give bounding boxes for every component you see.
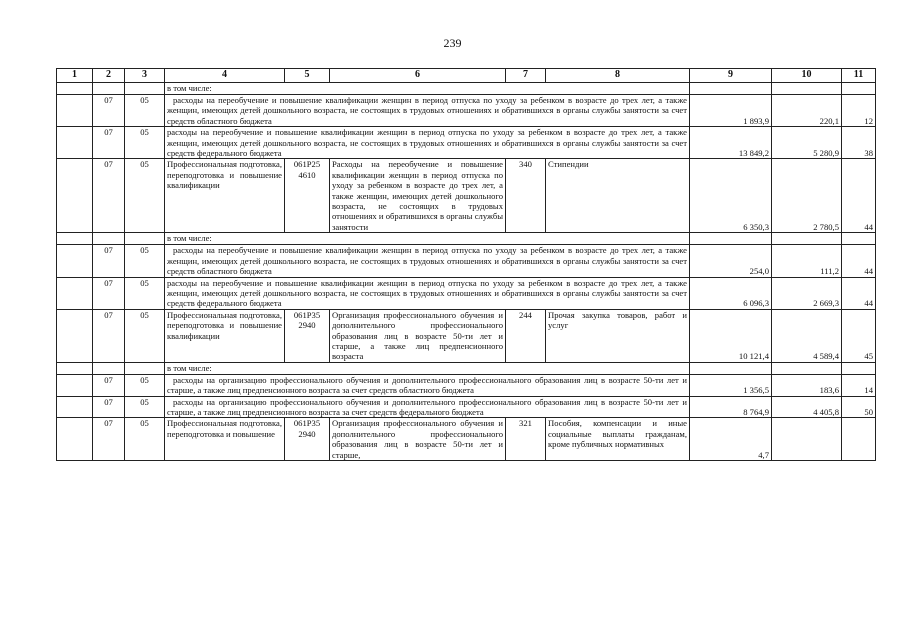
code-cell: 061Р25 4610	[285, 159, 330, 233]
section-cell: 07	[93, 309, 125, 362]
kvr-cell: 321	[506, 418, 546, 461]
table-row	[57, 309, 876, 362]
section-cell: 07	[93, 374, 125, 396]
header-cell: 6	[330, 69, 506, 83]
value-col9: 254,0	[690, 245, 772, 277]
value-col10: 220,1	[772, 95, 842, 127]
subsection-cell: 05	[125, 159, 165, 233]
program-cell: Профессиональная подготовка, переподготовка и повышение квалификации	[165, 159, 285, 233]
value-col10: 111,2	[772, 245, 842, 277]
row-text: расходы на переобучение и повышение квалификации женщин в период отпуска по уходу за ребенком в возрасте до трех лет, а также женщин, имеющих детей дошкольного возраста, не состоящих в трудовых отношениях и обратившихся в органы службы занятости за счет средств федерального бюджета	[165, 277, 690, 309]
header-cell: 7	[506, 69, 546, 83]
purpose-cell: Организация профессионального обучения и дополнительного профессионального образования лиц в возрасте 50-ти лет и старше, а также лиц предпенсионного возраста	[330, 309, 506, 362]
header-row	[57, 69, 876, 83]
value-col9: 1 356,5	[690, 374, 772, 396]
value-col10: 5 280,9	[772, 127, 842, 159]
section-cell: 07	[93, 127, 125, 159]
value-col11	[842, 418, 876, 461]
table-row	[57, 277, 876, 309]
kvr-name-cell: Пособия, компенсации и иные социальные выплаты гражданам, кроме публичных нормативных	[546, 418, 690, 461]
value-col10	[772, 418, 842, 461]
header-cell: 10	[772, 69, 842, 83]
row-text: расходы на переобучение и повышение квалификации женщин в период отпуска по уходу за ребенком в возрасте до трех лет, а также женщин, имеющих детей дошкольного возраста, не состоящих в трудовых отношениях и обратившихся в органы службы занятости за счет средств областного бюджета	[165, 95, 690, 127]
subsection-cell: 05	[125, 95, 165, 127]
in-total-label: в том числе:	[165, 83, 690, 95]
section-cell: 07	[93, 95, 125, 127]
kvr-cell: 340	[506, 159, 546, 233]
subsection-cell: 05	[125, 418, 165, 461]
value-col11: 38	[842, 127, 876, 159]
value-col10: 183,6	[772, 374, 842, 396]
value-col10: 4 405,8	[772, 396, 842, 418]
header-cell: 11	[842, 69, 876, 83]
table-row	[57, 396, 876, 418]
row-text: расходы на переобучение и повышение квалификации женщин в период отпуска по уходу за ребенком в возрасте до трех лет, а также женщин, имеющих детей дошкольного возраста, не состоящих в трудовых отношениях и обратившихся в органы службы занятости за счет средств федерального бюджета	[165, 127, 690, 159]
table-row	[57, 233, 876, 245]
value-col9: 13 849,2	[690, 127, 772, 159]
value-col9: 6 096,3	[690, 277, 772, 309]
subsection-cell: 05	[125, 309, 165, 362]
program-cell: Профессиональная подготовка, переподготовка и повышение квалификации	[165, 309, 285, 362]
row-text: расходы на организацию профессионального обучения и дополнительного профессионального образования лиц в возрасте 50-ти лет и старше, а также лиц предпенсионного возраста за счет средств федерального бюджета	[165, 396, 690, 418]
table-row	[57, 95, 876, 127]
table-row	[57, 83, 876, 95]
section-cell: 07	[93, 245, 125, 277]
kvr-name-cell: Стипендии	[546, 159, 690, 233]
value-col9: 8 764,9	[690, 396, 772, 418]
header-cell: 1	[57, 69, 93, 83]
subsection-cell: 05	[125, 277, 165, 309]
header-cell: 3	[125, 69, 165, 83]
code-cell: 061Р35 2940	[285, 309, 330, 362]
header-cell: 4	[165, 69, 285, 83]
header-cell: 5	[285, 69, 330, 83]
section-cell: 07	[93, 396, 125, 418]
header-cell: 2	[93, 69, 125, 83]
value-col11: 44	[842, 159, 876, 233]
value-col10: 4 589,4	[772, 309, 842, 362]
code-cell: 061Р35 2940	[285, 418, 330, 461]
value-col11: 12	[842, 95, 876, 127]
table-row	[57, 374, 876, 396]
value-col9: 6 350,3	[690, 159, 772, 233]
section-cell: 07	[93, 418, 125, 461]
table-row	[57, 127, 876, 159]
row-text: расходы на переобучение и повышение квалификации женщин в период отпуска по уходу за ребенком в возрасте до трех лет, а также женщин, имеющих детей дошкольного возраста, не состоящих в трудовых отношениях и обратившихся в органы службы занятости за счет средств областного бюджета	[165, 245, 690, 277]
kvr-name-cell: Прочая закупка товаров, работ и услуг	[546, 309, 690, 362]
page-number: 239	[443, 36, 462, 50]
in-total-label: в том числе:	[165, 362, 690, 374]
subsection-cell: 05	[125, 245, 165, 277]
value-col11: 44	[842, 277, 876, 309]
table-row	[57, 362, 876, 374]
section-cell: 07	[93, 277, 125, 309]
section-cell: 07	[93, 159, 125, 233]
value-col9: 1 893,9	[690, 95, 772, 127]
budget-table	[56, 68, 876, 461]
row-text: расходы на организацию профессионального обучения и дополнительного профессионального образования лиц в возрасте 50-ти лет и старше, а также лиц предпенсионного возраста за счет средств областного бюджета	[165, 374, 690, 396]
purpose-cell: Расходы на переобучение и повышение квалификации женщин в период отпуска по уходу за ребенком в возрасте до трех лет, а также женщин, имеющих детей дошкольного возраста, не состоящих в трудовых отношениях и обратившихся в органы службы занятости	[330, 159, 506, 233]
kvr-cell: 244	[506, 309, 546, 362]
value-col11: 44	[842, 245, 876, 277]
value-col10: 2 780,5	[772, 159, 842, 233]
value-col11: 14	[842, 374, 876, 396]
value-col9: 4,7	[690, 418, 772, 461]
subsection-cell: 05	[125, 396, 165, 418]
table-row	[57, 418, 876, 461]
value-col11: 45	[842, 309, 876, 362]
purpose-cell: Организация профессионального обучения и дополнительного профессионального образования лиц в возрасте 50-ти лет и старше,	[330, 418, 506, 461]
value-col9: 10 121,4	[690, 309, 772, 362]
header-cell: 8	[546, 69, 690, 83]
program-cell: Профессиональная подготовка, переподготовка и повышение	[165, 418, 285, 461]
subsection-cell: 05	[125, 374, 165, 396]
in-total-label: в том числе:	[165, 233, 690, 245]
value-col10: 2 669,3	[772, 277, 842, 309]
value-col11: 50	[842, 396, 876, 418]
header-cell: 9	[690, 69, 772, 83]
table-row	[57, 245, 876, 277]
table-row	[57, 159, 876, 233]
subsection-cell: 05	[125, 127, 165, 159]
